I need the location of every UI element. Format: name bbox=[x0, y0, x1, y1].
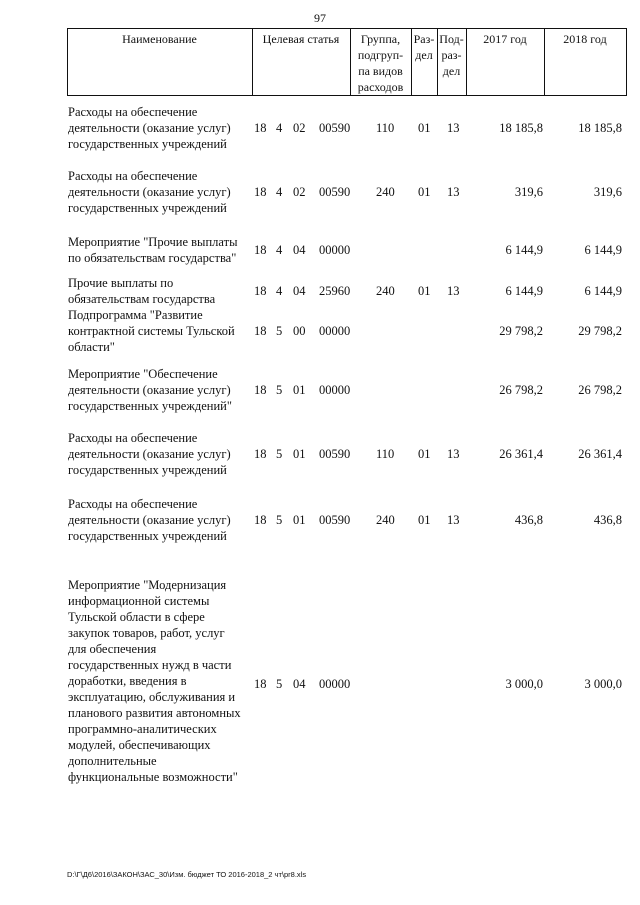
cell-year-2018: 6 144,9 bbox=[584, 284, 622, 298]
cell-year-2018: 26 798,2 bbox=[578, 383, 622, 397]
cell-year-2017: 6 144,9 bbox=[505, 243, 543, 257]
table-top-border bbox=[67, 28, 627, 29]
cell-code-b: 5 bbox=[276, 324, 283, 338]
cell-razdel: 01 bbox=[418, 513, 431, 527]
row-name: Расходы на обеспечение деятельности (оказание услуг) государственных учреждений bbox=[68, 105, 231, 151]
cell-podrazdel: 13 bbox=[447, 121, 460, 135]
header-year-2018: 2018 год bbox=[563, 32, 607, 46]
cell-group: 240 bbox=[376, 513, 395, 527]
cell-code-c: 02 bbox=[293, 121, 306, 135]
cell-code-c: 04 bbox=[293, 243, 306, 257]
cell-year-2018: 319,6 bbox=[593, 185, 622, 199]
cell-razdel: 01 bbox=[418, 447, 431, 461]
file-path-footer: D:\Г\Д6\2016\ЗАКОН\ЗАС_30\Изм. бюджет ТО 2016-2018_2 чт\pr8.xls bbox=[67, 870, 307, 879]
cell-group: 240 bbox=[376, 284, 395, 298]
cell-code-d: 00000 bbox=[319, 677, 351, 691]
cell-code-a: 18 bbox=[254, 677, 267, 691]
cell-code-a: 18 bbox=[254, 284, 267, 298]
row-name: Расходы на обеспечение деятельности (оказание услуг) государственных учреждений bbox=[68, 497, 231, 543]
cell-code-c: 00 bbox=[293, 324, 306, 338]
cell-year-2017: 26 798,2 bbox=[499, 383, 543, 397]
cell-code-b: 4 bbox=[276, 121, 283, 135]
cell-year-2017: 436,8 bbox=[514, 513, 543, 527]
cell-year-2018: 29 798,2 bbox=[578, 324, 622, 338]
cell-code-d: 00000 bbox=[319, 383, 351, 397]
cell-code-d: 00590 bbox=[319, 185, 351, 199]
cell-code-d: 00590 bbox=[319, 121, 351, 135]
cell-code-b: 5 bbox=[276, 677, 283, 691]
cell-code-d: 00590 bbox=[319, 513, 351, 527]
cell-year-2017: 26 361,4 bbox=[499, 447, 543, 461]
cell-razdel: 01 bbox=[418, 121, 431, 135]
cell-code-c: 04 bbox=[293, 284, 306, 298]
cell-code-b: 4 bbox=[276, 284, 283, 298]
cell-year-2018: 26 361,4 bbox=[578, 447, 622, 461]
row-name: Мероприятие "Модернизация информационной системы Тульской области в сфере закупок товаров, работ, услуг для обеспечения государственных нужд в части доработки, введения в эксплуатацию, обслуживания и планового развития автономных программно-аналитических модулей, обеспечивающих дополнительные функциональные возможности" bbox=[68, 578, 241, 784]
cell-year-2018: 18 185,8 bbox=[578, 121, 622, 135]
cell-year-2018: 3 000,0 bbox=[584, 677, 622, 691]
col-border bbox=[626, 28, 627, 95]
cell-code-d: 00000 bbox=[319, 324, 351, 338]
cell-razdel: 01 bbox=[418, 284, 431, 298]
cell-year-2017: 29 798,2 bbox=[499, 324, 543, 338]
cell-code-c: 04 bbox=[293, 677, 306, 691]
cell-podrazdel: 13 bbox=[447, 185, 460, 199]
cell-code-a: 18 bbox=[254, 383, 267, 397]
cell-code-b: 5 bbox=[276, 383, 283, 397]
cell-year-2017: 6 144,9 bbox=[505, 284, 543, 298]
page-number: 97 bbox=[314, 11, 326, 25]
cell-year-2017: 319,6 bbox=[514, 185, 543, 199]
cell-code-c: 02 bbox=[293, 185, 306, 199]
row-name: Мероприятие "Прочие выплаты по обязательствам государства" bbox=[68, 235, 238, 265]
cell-code-a: 18 bbox=[254, 513, 267, 527]
cell-year-2018: 6 144,9 bbox=[584, 243, 622, 257]
cell-podrazdel: 13 bbox=[447, 284, 460, 298]
row-name: Прочие выплаты по обязательствам государства bbox=[68, 276, 216, 306]
cell-code-a: 18 bbox=[254, 121, 267, 135]
header-target: Целевая статья bbox=[262, 32, 340, 46]
row-name: Мероприятие "Обеспечение деятельности (оказание услуг) государственных учреждений" bbox=[68, 367, 232, 413]
cell-code-a: 18 bbox=[254, 243, 267, 257]
cell-year-2017: 18 185,8 bbox=[499, 121, 543, 135]
cell-group: 110 bbox=[376, 447, 395, 461]
cell-podrazdel: 13 bbox=[447, 447, 460, 461]
header-group: Группа, подгруп- па видов расходов bbox=[357, 32, 404, 94]
cell-podrazdel: 13 bbox=[447, 513, 460, 527]
cell-code-b: 4 bbox=[276, 243, 283, 257]
cell-code-d: 00590 bbox=[319, 447, 351, 461]
cell-code-b: 5 bbox=[276, 447, 283, 461]
header-razdel: Раз- дел bbox=[413, 32, 435, 62]
cell-code-b: 4 bbox=[276, 185, 283, 199]
cell-code-c: 01 bbox=[293, 513, 306, 527]
header-name: Наименование bbox=[122, 32, 197, 46]
cell-code-a: 18 bbox=[254, 447, 267, 461]
cell-year-2017: 3 000,0 bbox=[505, 677, 543, 691]
cell-code-d: 25960 bbox=[319, 284, 351, 298]
cell-code-c: 01 bbox=[293, 383, 306, 397]
row-name: Расходы на обеспечение деятельности (оказание услуг) государственных учреждений bbox=[68, 431, 231, 477]
cell-code-d: 00000 bbox=[319, 243, 351, 257]
cell-group: 110 bbox=[376, 121, 395, 135]
cell-code-b: 5 bbox=[276, 513, 283, 527]
header-bottom-border bbox=[67, 95, 627, 96]
cell-year-2018: 436,8 bbox=[593, 513, 622, 527]
cell-code-a: 18 bbox=[254, 324, 267, 338]
cell-code-a: 18 bbox=[254, 185, 267, 199]
cell-group: 240 bbox=[376, 185, 395, 199]
row-name: Подпрограмма "Развитие контрактной системы Тульской области" bbox=[68, 308, 235, 354]
header-year-2017: 2017 год bbox=[483, 32, 527, 46]
header-podrazdel: Под- раз- дел bbox=[439, 32, 464, 78]
cell-razdel: 01 bbox=[418, 185, 431, 199]
cell-code-c: 01 bbox=[293, 447, 306, 461]
row-name: Расходы на обеспечение деятельности (оказание услуг) государственных учреждений bbox=[68, 169, 231, 215]
